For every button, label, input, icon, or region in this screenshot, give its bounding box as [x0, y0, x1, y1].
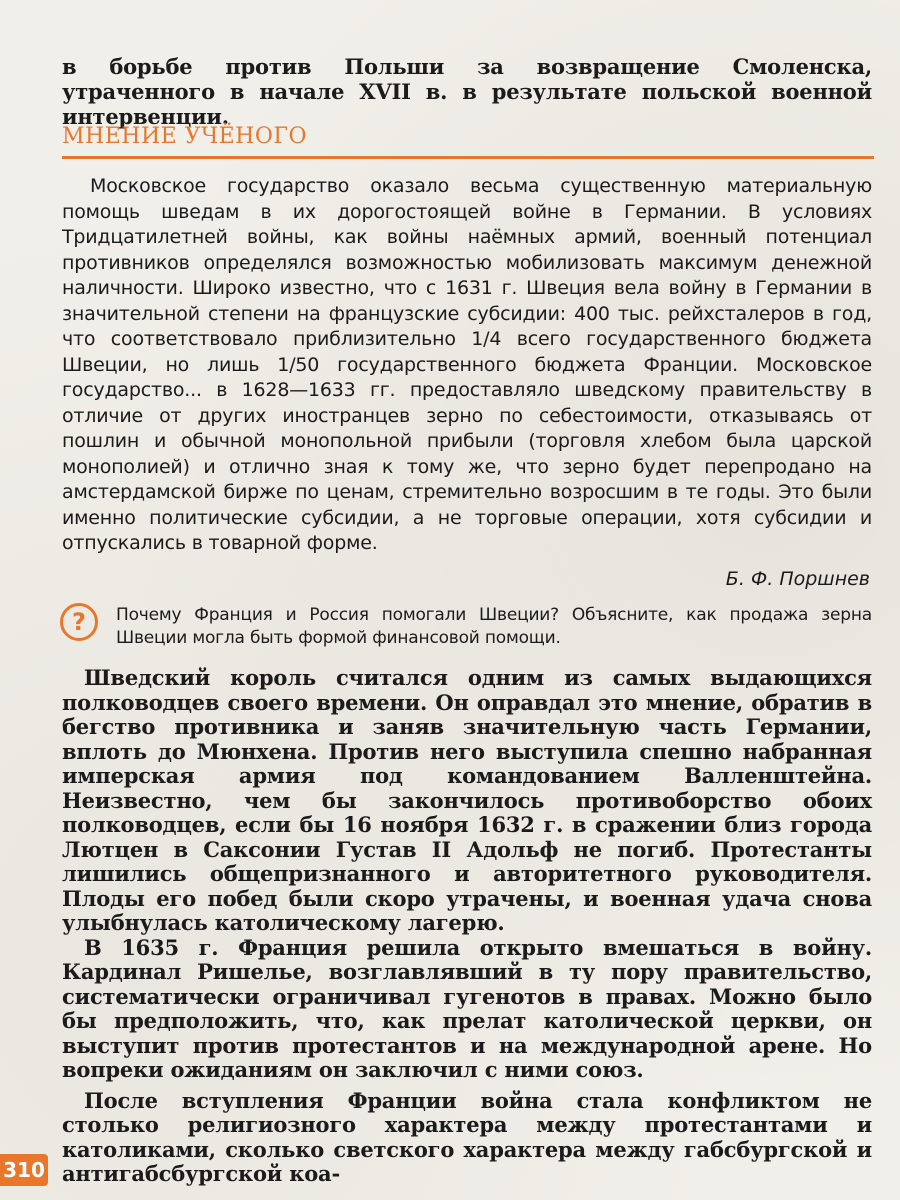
question-mark-icon: ? [60, 603, 98, 641]
heading-divider [62, 156, 874, 159]
question-text: Почему Франция и Россия помогали Швеции? Объясните, как продажа зерна Швеции могла быть формой финансовой помощи. [116, 605, 872, 648]
main-text [62, 666, 872, 1187]
paragraph-war-character: После вступления Франции война стала конфликтом не столько религиозного характера между протестантами и католиками, сколько светского характера между габсбургской и антигабсбургской коа- [62, 1087, 872, 1186]
opinion-author: Б. Ф. Поршнев [725, 568, 870, 590]
paragraph-france-1635: В 1635 г. Франция решила открыто вмешаться в войну. Кардинал Ришелье, возглавлявший в ту пору правительство, систематически ограничивал гугенотов в правах. Можно было бы предположить, что, как прелат католической церкви, он выступит против протестантов и на международной арене. Но вопреки ожиданиям он заключил с ними союз. [62, 934, 872, 1082]
paragraph-gustav: Шведский король считался одним из самых выдающихся полководцев своего времени. Он оправдал это мнение, обратив в бегство противника и заняв значительную часть Германии, вплоть до Мюнхена. Против него выступила спешно набранная имперская армия под командованием Валленштейна. Неизвестно, чем бы закончилось противоборство обоих полководцев, если бы 16 ноября 1632 г. в сражении близ города Лютцен в Саксонии Густав II Адольф не погиб. Протестанты лишились общепризнанного и авторитетного руководителя. Плоды его побед были скоро утрачены, и военная удача снова улыбнулась католическому лагерю. [62, 665, 872, 935]
intro-text: в борьбе против Польши за возвращение Смоленска, утраченного в начале XVII в. в результате польской военной интервенции. [62, 54, 872, 129]
scholar-opinion [62, 174, 872, 557]
intro-paragraph [62, 54, 872, 129]
page-number: 310 [0, 1154, 48, 1186]
opinion-text: Московское государство оказало весьма существенную материальную помощь шведам в их дорогостоящей войне в Германии. В условиях Тридцатилетней войны, как войны наёмных армий, военный потенциал противников определялся возможностью мобилизовать максимум денежной наличности. Широко известно, что с 1631 г. Швеция вела войну в Германии в значительной степени на французские субсидии: 400 тыс. рейхсталеров в год, что соответствовало приблизительно 1/4 всего государственного бюджета Швеции, но лишь 1/50 государственного бюджета Франции. Московское государство... в 1628—1633 гг. предоставляло шведскому правительству в отличие от других иностранцев зерно по себестоимости, отказываясь от пошлин и обычной монопольной прибыли (торговля хлебом была царской монополией) и отлично зная к тому же, что зерно будет перепродано на амстердамской бирже по ценам, стремительно возросшим в те годы. Это были именно политические субсидии, а не торговые операции, хотя субсидии и отпускались в товарной форме. [62, 175, 872, 554]
section-heading: МНЕНИЕ УЧЁНОГО [62, 124, 307, 149]
